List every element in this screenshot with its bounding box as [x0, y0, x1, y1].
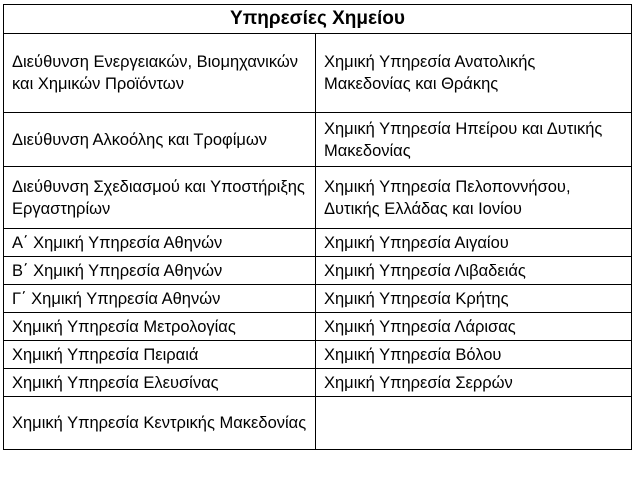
table-cell: Χημική Υπηρεσία Πειραιά	[4, 341, 316, 369]
table-row	[4, 257, 632, 285]
table-cell: Διεύθυνση Σχεδιασμού και Υποστήριξης Εργαστηρίων	[4, 167, 316, 229]
table-cell: Χημική Υπηρεσία Βόλου	[316, 341, 632, 369]
table-row	[4, 341, 632, 369]
table-cell: Χημική Υπηρεσία Λιβαδειάς	[316, 257, 632, 285]
table-cell: Χημική Υπηρεσία Σερρών	[316, 369, 632, 397]
table-header-row	[4, 5, 632, 34]
table-row	[4, 113, 632, 167]
table-cell: Χημική Υπηρεσία Ελευσίνας	[4, 369, 316, 397]
table-cell: Διεύθυνση Αλκοόλης και Τροφίμων	[4, 113, 316, 167]
table-cell: Α΄ Χημική Υπηρεσία Αθηνών	[4, 229, 316, 257]
table-cell: Χημική Υπηρεσία Κεντρικής Μακεδονίας	[4, 397, 316, 450]
table-cell: Διεύθυνση Ενεργειακών, Βιομηχανικών και Χημικών Προϊόντων	[4, 34, 316, 113]
table-row	[4, 397, 632, 450]
table-row	[4, 313, 632, 341]
table-row	[4, 34, 632, 113]
table-cell-empty	[316, 397, 632, 450]
table-cell: Χημική Υπηρεσία Αιγαίου	[316, 229, 632, 257]
table-cell: Χημική Υπηρεσία Κρήτης	[316, 285, 632, 313]
services-table	[3, 4, 632, 450]
table-cell: Β΄ Χημική Υπηρεσία Αθηνών	[4, 257, 316, 285]
table-cell: Γ΄ Χημική Υπηρεσία Αθηνών	[4, 285, 316, 313]
table-row	[4, 167, 632, 229]
table-cell: Χημική Υπηρεσία Ηπείρου και Δυτικής Μακεδονίας	[316, 113, 632, 167]
table-cell: Χημική Υπηρεσία Ανατολικής Μακεδονίας και Θράκης	[316, 34, 632, 113]
table-row	[4, 369, 632, 397]
table-row	[4, 229, 632, 257]
table-row	[4, 285, 632, 313]
table-title: Υπηρεσίες Χημείου	[4, 5, 632, 34]
table-cell: Χημική Υπηρεσία Λάρισας	[316, 313, 632, 341]
table-cell: Χημική Υπηρεσία Μετρολογίας	[4, 313, 316, 341]
table-cell: Χημική Υπηρεσία Πελοποννήσου, Δυτικής Ελλάδας και Ιονίου	[316, 167, 632, 229]
